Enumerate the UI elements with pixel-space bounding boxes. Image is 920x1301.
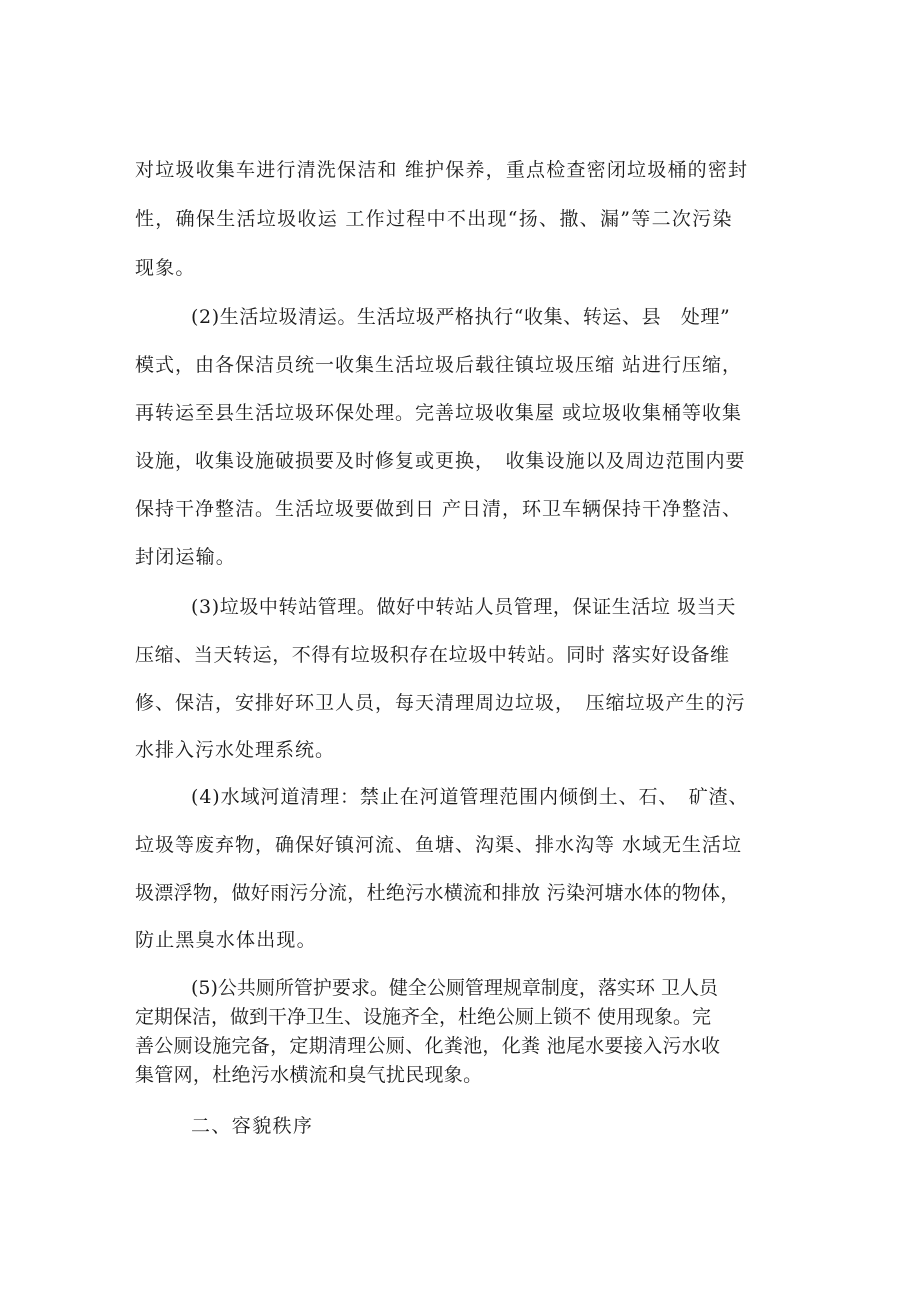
text-line: (4)水域河道清理：禁止在河道管理范围内倾倒土、石、 矿渣、 <box>191 786 749 808</box>
text-line: 保持干净整洁。生活垃圾要做到日 产日清，环卫车辆保持干净整洁、 <box>135 498 743 520</box>
text-line: 善公厕设施完备，定期清理公厕、化粪池，化粪 池尾水要接入污水收 <box>135 1035 721 1057</box>
text-line: (5)公共厕所管护要求。健全公厕管理规章制度，落实环 卫人员 <box>191 977 718 999</box>
text-line: 定期保洁，做到干净卫生、设施齐全，杜绝公厕上锁不 使用现象。完 <box>135 1006 712 1028</box>
text-line: 模式，由各保洁员统一收集生活垃圾后载往镇垃圾压缩 站进行压缩， <box>135 354 743 376</box>
text-line: 再转运至县生活垃圾环保处理。完善垃圾收集屋 或垃圾收集桶等收集 <box>135 402 743 424</box>
text-line: 对垃圾收集车进行清洗保洁和 维护保养，重点检查密闭垃圾桶的密封 <box>135 159 749 181</box>
text-line: 圾漂浮物，做好雨污分流，杜绝污水横流和排放 污染河塘水体的物体， <box>135 882 740 904</box>
text-line: (2)生活垃圾清运。生活垃圾严格执行“收集、转运、县 处理” <box>191 306 731 328</box>
text-line: 防止黑臭水体出现。 <box>135 929 317 951</box>
text-line: 性，确保生活垃圾收运 工作过程中不出现“扬、撒、漏”等二次污染 <box>135 208 733 230</box>
text-line: 垃圾等废弃物，确保好镇河流、鱼塘、沟渠、排水沟等 水域无生活垃 <box>135 834 743 856</box>
text-line: 现象。 <box>135 257 196 279</box>
text-line: 集管网，杜绝污水横流和臭气扰民现象。 <box>135 1064 483 1086</box>
text-line: (3)垃圾中转站管理。做好中转站人员管理，保证生活垃 圾当天 <box>191 596 736 618</box>
text-line: 修、保洁，安排好环卫人员，每天清理周边垃圾， 压缩垃圾产生的污 <box>135 692 746 714</box>
text-line: 压缩、当天转运，不得有垃圾积存在垃圾中转站。同时 落实好设备维 <box>135 644 730 666</box>
section-heading: 二、容貌秩序 <box>191 1115 314 1137</box>
text-line: 设施，收集设施破损要及时修复或更换， 收集设施以及周边范围内要 <box>135 450 746 472</box>
text-line: 水排入污水处理系统。 <box>135 739 336 761</box>
text-line: 封闭运输。 <box>135 546 237 568</box>
